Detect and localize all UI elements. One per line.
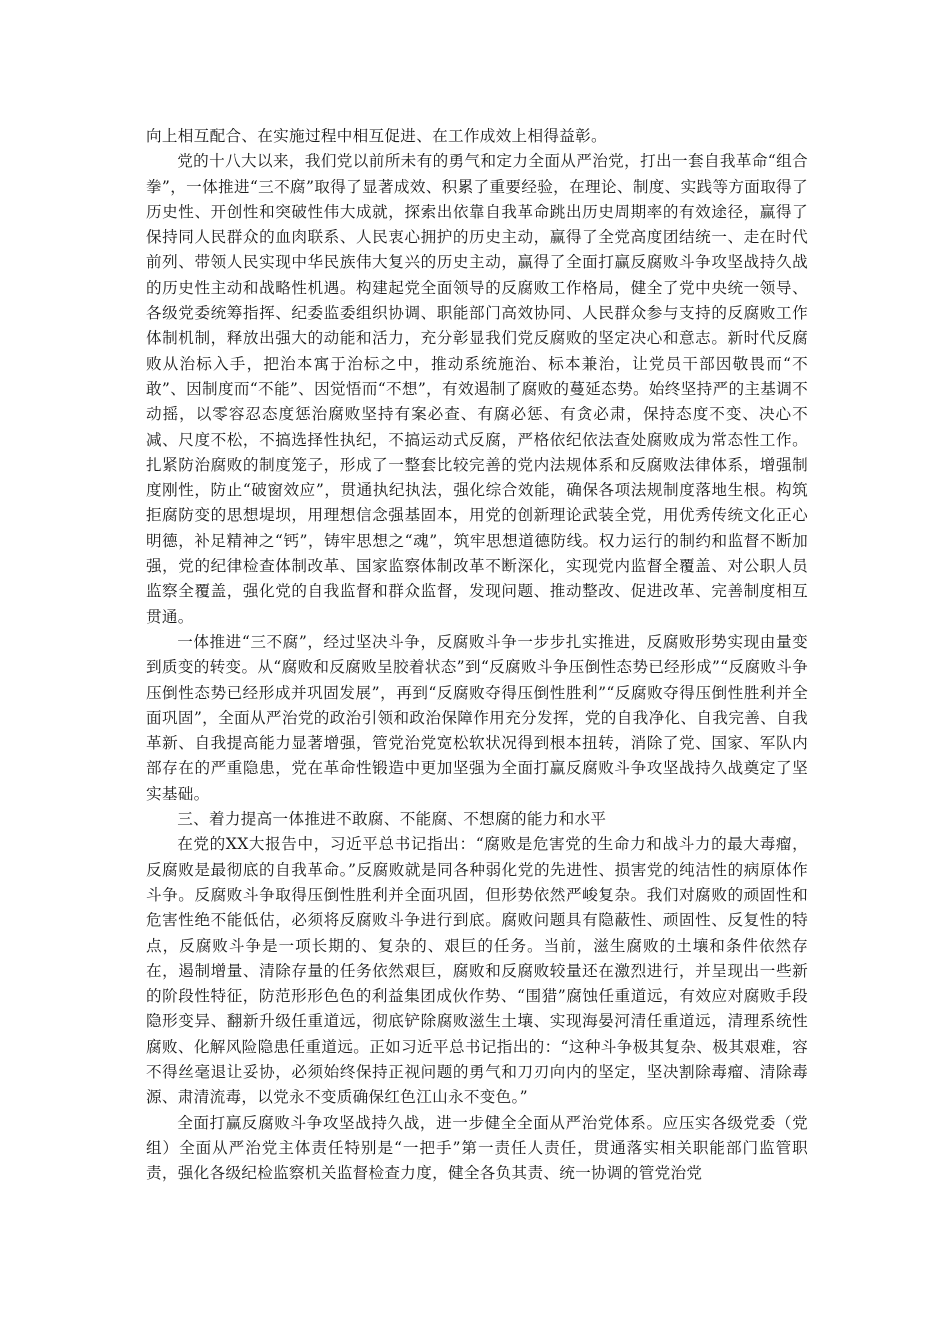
document-page (146, 124, 808, 1186)
paragraph-continuation: 向上相互配合、在实施过程中相互促进、在工作成效上相得益彰。 (146, 127, 607, 145)
section-heading-three: 三、着力提高一体推进不敢腐、不能腐、不想腐的能力和水平 (177, 810, 607, 829)
paragraph-system: 全面打赢反腐败斗争攻坚战持久战，进一步健全全面从严治党体系。应压实各级党委（党组）全面从严治党主体责任特别是“一把手”第一责任人责任，贯通落实相关职能部门监管职责，强化各级纪检监察机关监督检查力度，健全各负其责、统一协调的管党治党 (146, 1113, 808, 1183)
paragraph-xx-report: 在党的XX大报告中，习近平总书记指出：“腐败是危害党的生命力和战斗力的最大毒瘤，反腐败是最彻底的自我革命。”反腐败就是同各种弱化党的先进性、损害党的纯洁性的病原体作斗争。反腐败斗争取得压倒性胜利并全面巩固，但形势依然严峻复杂。我们对腐败的顽固性和危害性绝不能低估，必须将反腐败斗争进行到底。腐败问题具有隐蔽性、顽固性、反复性的特点，反腐败斗争是一项长期的、复杂的、艰巨的任务。当前，滋生腐败的土壤和条件依然存在，遏制增量、清除存量的任务依然艰巨，腐败和反腐败较量还在激烈进行，并呈现出一些新的阶段性特征，防范形形色色的利益集团成伙作势、“围猎”腐蚀任重道远，有效应对腐败手段隐形变异、翻新升级任重道远，彻底铲除腐败滋生土壤、实现海晏河清任重道远，清理系统性腐败、化解风险隐患任重道远。正如习近平总书记指出的：“这种斗争极其复杂、极其艰难，容不得丝毫退让妥协，必须始终保持正视问题的勇气和刀刃向内的坚定，坚决割除毒瘤、清除毒源、肃清流毒，以党永不变质确保红色江山永不变色。” (146, 835, 808, 1107)
paragraph-achievements: 党的十八大以来，我们党以前所未有的勇气和定力全面从严治党，打出一套自我革命“组合拳”，一体推进“三不腐”取得了显著成效、积累了重要经验，在理论、制度、实践等方面取得了历史性、开创性和突破性伟大成就，探索出依靠自我革命跳出历史周期率的有效途径，赢得了保持同人民群众的血肉联系、人民衷心拥护的历史主动，赢得了全党高度团结统一、走在时代前列、带领人民实现中华民族伟大复兴的历史主动，赢得了全面打赢反腐败斗争攻坚战持久战的历史性主动和战略性机遇。构建起党全面领导的反腐败工作格局，健全了党中央统一领导、各级党委统筹指挥、纪委监委组织协调、职能部门高效协同、人民群众参与支持的反腐败工作体制机制，释放出强大的动能和活力，充分彰显我们党反腐败的坚定决心和意志。新时代反腐败从治标入手，把治本寓于治标之中，推动系统施治、标本兼治，让党员干部因敬畏而“不敢”、因制度而“不能”、因觉悟而“不想”，有效遏制了腐败的蔓延态势。始终坚持严的主基调不动摇，以零容忍态度惩治腐败坚持有案必查、有腐必惩、有贪必肃，保持态度不变、决心不减、尺度不松，不搞选择性执纪，不搞运动式反腐，严格依纪依法查处腐败成为常态性工作。扎紧防治腐败的制度笼子，形成了一整套比较完善的党内法规体系和反腐败法律体系，增强制度刚性，防止“破窗效应”，贯通执纪执法，强化综合效能，确保各项法规制度落地生根。构筑拒腐防变的思想堤坝，用理想信念强基固本，用党的创新理论武装全党，用优秀传统文化正心明德，补足精神之“钙”，铸牢思想之“魂”，筑牢思想道德防线。权力运行的制约和监督不断加强，党的纪律检查体制改革、国家监察体制改革不断深化，实现党内监督全覆盖、对公职人员监察全覆盖，强化党的自我监督和群众监督，发现问题、推动整改、促进改革、完善制度相互贯通。 (146, 152, 808, 626)
paragraph-transformation: 一体推进“三不腐”，经过坚决斗争，反腐败斗争一步步扎实推进，反腐败形势实现由量变到质变的转变。从“腐败和反腐败呈胶着状态”到“反腐败斗争压倒性态势已经形成”“反腐败斗争压倒性态势已经形成并巩固发展”，再到“反腐败夺得压倒性胜利”“反腐败夺得压倒性胜利并全面巩固”，全面从严治党的政治引领和政治保障作用充分发挥，党的自我净化、自我完善、自我革新、自我提高能力显著增强，管党治党宽松软状况得到根本扭转，消除了党、国家、军队内部存在的严重隐患，党在革命性锻造中更加坚强为全面打赢反腐败斗争攻坚战持久战奠定了坚实基础。 (146, 632, 808, 803)
